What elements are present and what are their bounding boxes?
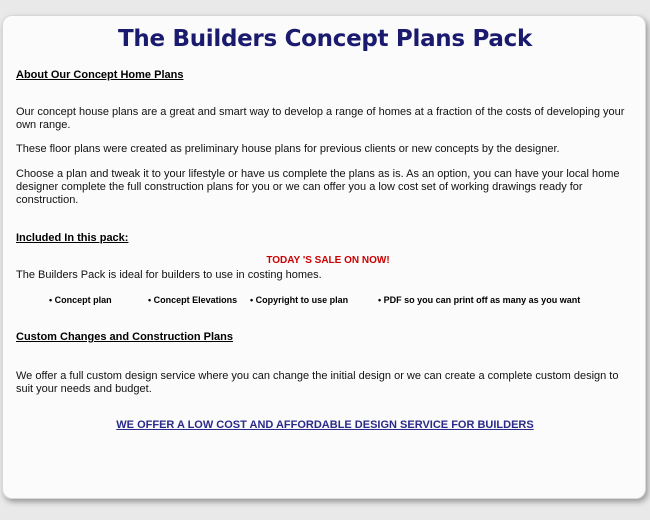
bullet-concept-plan: • Concept plan (49, 295, 112, 305)
about-paragraph-1: Our concept house plans are a great and smart way to develop a range of homes at a fraction of the costs of developing your own range. (16, 106, 625, 131)
bullet-pdf: • PDF so you can print off as many as you want (378, 295, 581, 305)
page-title: The Builders Concept Plans Pack (118, 26, 532, 52)
design-service-link[interactable]: WE OFFER A LOW COST AND AFFORDABLE DESIGN SERVICE FOR BUILDERS (116, 419, 534, 431)
about-heading: About Our Concept Home Plans (16, 69, 184, 81)
custom-heading: Custom Changes and Construction Plans (16, 331, 233, 343)
about-paragraph-3: Choose a plan and tweak it to your lifestyle or have us complete the plans as is. As an option, you can have your local home designer complete the full construction plans for you or we can offer you a low cost set of working drawings ready for construction. (16, 168, 620, 206)
content-card (2, 15, 646, 499)
included-heading: Included In this pack: (16, 232, 129, 244)
bullet-concept-elevations: • Concept Elevations (148, 295, 238, 305)
included-description: The Builders Pack is ideal for builders to use in costing homes. (16, 269, 322, 281)
about-paragraph-2: These floor plans were created as preliminary house plans for previous clients or new concepts by the designer. (16, 143, 560, 155)
custom-paragraph: We offer a full custom design service where you can change the initial design or we can create a complete custom design to suit your needs and budget. (16, 370, 619, 395)
bullet-copyright: • Copyright to use plan (250, 295, 349, 305)
sale-text: TODAY 'S SALE ON NOW! (266, 255, 390, 266)
sale-banner (3, 255, 647, 266)
